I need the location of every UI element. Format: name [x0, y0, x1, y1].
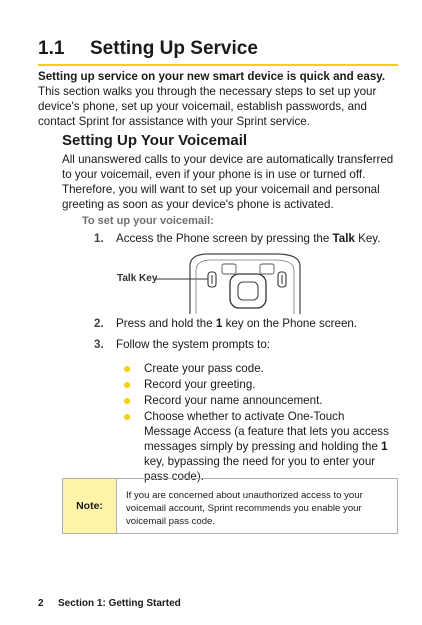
key-name: Talk	[332, 232, 355, 245]
intro-lead: Setting up service on your new smart device is quick and easy.	[38, 70, 386, 83]
step-number: 3.	[94, 338, 104, 351]
ok-key-icon	[260, 264, 274, 274]
list-item: Record your name announcement.	[122, 393, 392, 408]
list-item: Choose whether to activate One-Touch Message Access (a feature that lets you access messages simply by pressing and holding the 1 key, bypassing the need for you to enter your pass code).	[122, 409, 392, 484]
step-text: Follow the system prompts to:	[116, 338, 270, 351]
key-name: 1	[381, 440, 388, 453]
list-item: Create your pass code.	[122, 361, 392, 376]
phone-keys-illustration	[150, 252, 312, 314]
page-number: 2	[38, 598, 44, 609]
section-title: Setting Up Service	[90, 38, 258, 59]
note-text: If you are concerned about unauthorized access to your voicemail account, Sprint recommends you enable your voicemail pass code.	[126, 490, 363, 527]
note-label: Note:	[63, 479, 117, 533]
step-number: 2.	[94, 317, 104, 330]
prompt-list	[122, 361, 392, 485]
voicemail-paragraph: All unanswered calls to your device are automatically transferred to your voicemail, even if your phone is in use or turned off. Therefore, you will want to set up your voicemail and personal greeting as soon as your device's phone is activated.	[62, 153, 394, 211]
bullet-icon	[124, 398, 130, 404]
talk-key-label: Talk Key	[117, 273, 158, 284]
start-key-icon	[222, 264, 236, 274]
step-text: Press and hold the 1 key on the Phone screen.	[116, 317, 358, 330]
intro-paragraph	[38, 69, 398, 129]
footer-section-title: Section 1: Getting Started	[58, 598, 181, 609]
subheading: Setting Up Your Voicemail	[62, 132, 248, 149]
note-box	[62, 478, 398, 534]
bullet-icon	[124, 414, 130, 420]
list-item: Record your greeting.	[122, 377, 392, 392]
step-number: 1.	[94, 232, 104, 245]
section-number: 1.1	[38, 38, 65, 59]
step-text: Access the Phone screen by pressing the Talk Key.	[116, 232, 381, 245]
intro-body: This section walks you through the necessary steps to set up your device's phone, set up your voicemail, establish passwords, and contact Sprint for assistance with your Sprint service.	[38, 85, 377, 128]
procedure-title: To set up your voicemail:	[82, 215, 214, 227]
bullet-icon	[124, 382, 130, 388]
key-name: 1	[215, 317, 223, 330]
section-heading	[38, 36, 398, 66]
bullet-icon	[124, 366, 130, 372]
